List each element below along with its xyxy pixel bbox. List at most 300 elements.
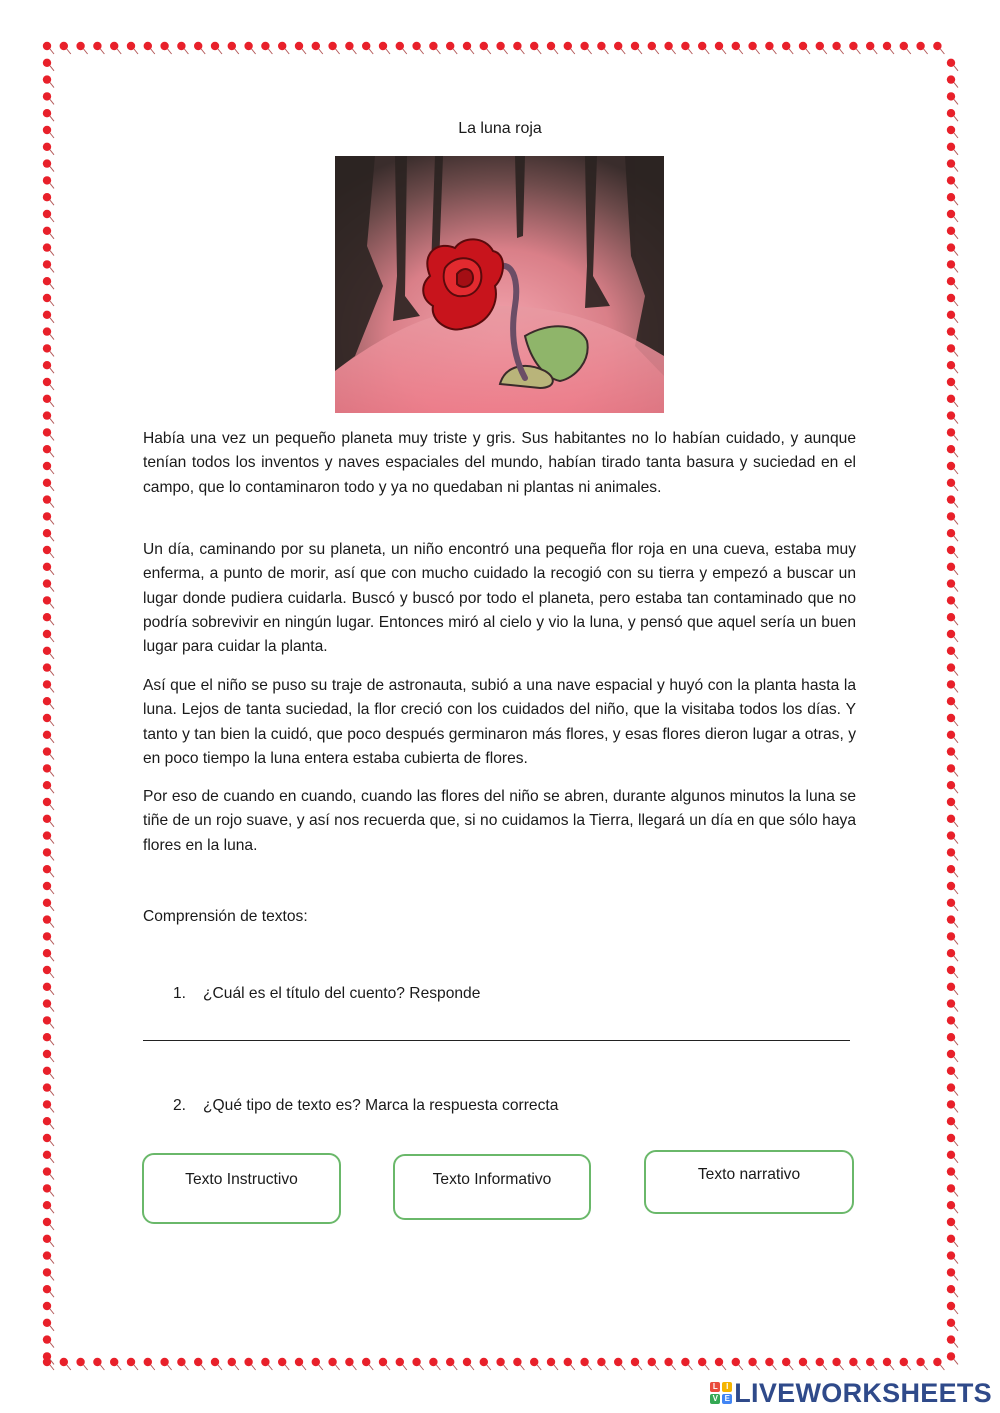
- border-dot: [429, 1358, 437, 1366]
- border-dot: [43, 714, 51, 722]
- border-dot-tail: [954, 1275, 958, 1280]
- border-dot: [43, 781, 51, 789]
- border-dot: [947, 899, 955, 907]
- border-dot: [345, 1358, 353, 1366]
- border-dot-tail: [940, 1365, 944, 1370]
- border-dot-tail: [50, 1124, 54, 1129]
- border-dot-tail: [954, 99, 958, 104]
- border-dot: [799, 42, 807, 50]
- border-dot-tail: [50, 587, 54, 592]
- border-dot: [446, 42, 454, 50]
- border-dot-tail: [954, 1259, 958, 1264]
- border-dot: [496, 1358, 504, 1366]
- border-dot: [947, 1050, 955, 1058]
- border-dot-tail: [67, 1365, 71, 1370]
- border-dot-tail: [954, 704, 958, 709]
- border-dot: [43, 1033, 51, 1041]
- border-dot: [43, 143, 51, 151]
- badge-letter: I: [722, 1382, 732, 1392]
- border-dot-tail: [954, 788, 958, 793]
- border-dot: [43, 294, 51, 302]
- border-dot: [43, 731, 51, 739]
- border-dot: [412, 1358, 420, 1366]
- border-dot-tail: [588, 1365, 592, 1370]
- border-dot: [614, 1358, 622, 1366]
- border-dot: [43, 1268, 51, 1276]
- border-dot: [43, 227, 51, 235]
- border-dot: [947, 512, 955, 520]
- border-dot-tail: [50, 251, 54, 256]
- border-dot: [43, 176, 51, 184]
- border-dot-tail: [954, 1225, 958, 1230]
- border-dot: [947, 395, 955, 403]
- border-dot: [947, 798, 955, 806]
- border-dot: [160, 1358, 168, 1366]
- border-dot: [648, 1358, 656, 1366]
- border-dot-tail: [772, 49, 776, 54]
- border-dot: [947, 193, 955, 201]
- border-dot: [947, 59, 955, 67]
- border-dot-tail: [954, 755, 958, 760]
- border-dot: [947, 243, 955, 251]
- border-dot: [580, 1358, 588, 1366]
- border-dot: [43, 344, 51, 352]
- border-dot: [947, 1268, 955, 1276]
- border-dot-tail: [50, 771, 54, 776]
- border-dot: [43, 159, 51, 167]
- border-dot-tail: [50, 906, 54, 911]
- border-dot: [947, 663, 955, 671]
- border-dot: [43, 680, 51, 688]
- border-dot-tail: [50, 1191, 54, 1196]
- border-dot: [947, 579, 955, 587]
- border-dot-tail: [50, 939, 54, 944]
- border-dot: [947, 848, 955, 856]
- border-dot-tail: [50, 385, 54, 390]
- liveworksheets-badge-icon: [710, 1382, 732, 1404]
- border-dot: [580, 42, 588, 50]
- border-dot-tail: [954, 435, 958, 440]
- border-dot: [947, 966, 955, 974]
- border-dot-tail: [638, 1365, 642, 1370]
- border-dot: [947, 344, 955, 352]
- border-dot-tail: [954, 183, 958, 188]
- border-dot-tail: [50, 1107, 54, 1112]
- border-dot: [412, 42, 420, 50]
- border-dot-tail: [50, 1208, 54, 1213]
- border-dot-tail: [268, 49, 272, 54]
- border-dot: [816, 42, 824, 50]
- border-dot: [564, 1358, 572, 1366]
- border-dot-tail: [436, 49, 440, 54]
- border-dot-tail: [50, 654, 54, 659]
- comprehension-heading: Comprensión de textos:: [143, 908, 308, 925]
- border-dot-tail: [50, 721, 54, 726]
- border-dot-tail: [50, 217, 54, 222]
- border-dot-tail: [688, 1365, 692, 1370]
- border-dot: [43, 75, 51, 83]
- border-dot: [43, 1083, 51, 1091]
- border-dot-tail: [856, 49, 860, 54]
- border-dot: [947, 260, 955, 268]
- story-paragraph: Por eso de cuando en cuando, cuando las flores del niño se abren, durante algunos minutos la luna se tiñe de un rojo suave, y así nos recuerda que, si no cuidamos la Tierra, llegará un día en que sólo haya flores en la luna.: [143, 788, 856, 854]
- border-dot: [947, 529, 955, 537]
- border-dot: [748, 42, 756, 50]
- border-dot-tail: [954, 721, 958, 726]
- border-dot-tail: [954, 805, 958, 810]
- border-dot: [43, 831, 51, 839]
- border-dot: [160, 42, 168, 50]
- border-dot: [43, 915, 51, 923]
- border-dot-tail: [50, 1365, 54, 1370]
- border-dot-tail: [954, 301, 958, 306]
- border-dot: [43, 1358, 51, 1366]
- border-dot-tail: [954, 620, 958, 625]
- border-dot-tail: [672, 1365, 676, 1370]
- border-dot: [43, 1134, 51, 1142]
- border-dot: [43, 428, 51, 436]
- answer-line[interactable]: [143, 1040, 850, 1041]
- border-dot: [715, 1358, 723, 1366]
- story-paragraph: Un día, caminando por su planeta, un niño encontró una pequeña flor roja en una cueva, estaba muy enferma, a punto de morir, así que con mucho cuidado la recogió con su tierra y empezó a buscar un lugar donde pudiera cuidarla. Buscó y buscó por todo el planeta, pero estaba tan contaminado que no podría sobrevivir en ningún lugar. Entonces miró al cielo y vio la luna, y pensó que aquel sería un buen lugar para cuidar la planta.: [143, 541, 856, 656]
- border-dot: [463, 42, 471, 50]
- border-dot: [530, 42, 538, 50]
- border-dot-tail: [50, 234, 54, 239]
- border-dot-tail: [470, 49, 474, 54]
- border-dot: [480, 1358, 488, 1366]
- border-dot: [43, 983, 51, 991]
- border-dot: [947, 1335, 955, 1343]
- border-dot-tail: [954, 385, 958, 390]
- border-dot-tail: [184, 1365, 188, 1370]
- border-dot-tail: [100, 49, 104, 54]
- border-dot-tail: [954, 167, 958, 172]
- border-dot: [947, 1134, 955, 1142]
- border-dot-tail: [907, 49, 911, 54]
- border-dot: [947, 764, 955, 772]
- border-dot-tail: [954, 536, 958, 541]
- border-dot-tail: [50, 973, 54, 978]
- border-dot-tail: [50, 284, 54, 289]
- border-dot: [799, 1358, 807, 1366]
- border-dot-tail: [50, 200, 54, 205]
- border-dot: [278, 1358, 286, 1366]
- border-dot: [43, 596, 51, 604]
- border-dot-tail: [954, 1040, 958, 1045]
- border-dot-tail: [520, 49, 524, 54]
- border-dot: [947, 1251, 955, 1259]
- border-dot-tail: [100, 1365, 104, 1370]
- border-dot-tail: [954, 587, 958, 592]
- border-dot-tail: [954, 1343, 958, 1348]
- option-texto-instructivo[interactable]: Texto Instructivo: [142, 1153, 341, 1224]
- border-dot: [933, 1358, 941, 1366]
- border-dot: [631, 1358, 639, 1366]
- border-dot-tail: [50, 1309, 54, 1314]
- border-dot: [43, 663, 51, 671]
- border-dot: [43, 1218, 51, 1226]
- border-dot-tail: [537, 1365, 541, 1370]
- border-dot: [564, 42, 572, 50]
- border-dot: [144, 1358, 152, 1366]
- border-dot: [312, 42, 320, 50]
- border-dot-tail: [50, 1359, 54, 1364]
- question-2: [173, 1097, 558, 1115]
- border-dot-tail: [789, 49, 793, 54]
- border-dot-tail: [954, 1023, 958, 1028]
- border-dot: [715, 42, 723, 50]
- border-dot-tail: [50, 1259, 54, 1264]
- border-dot-tail: [954, 267, 958, 272]
- border-dot: [947, 630, 955, 638]
- border-dot-tail: [954, 1091, 958, 1096]
- border-dot: [43, 613, 51, 621]
- border-dot: [93, 42, 101, 50]
- border-dot: [496, 42, 504, 50]
- border-dot: [43, 848, 51, 856]
- border-dot-tail: [954, 284, 958, 289]
- border-dot-tail: [537, 49, 541, 54]
- border-dot-tail: [604, 1365, 608, 1370]
- border-dot: [947, 1184, 955, 1192]
- border-dot: [866, 1358, 874, 1366]
- border-dot-tail: [954, 1057, 958, 1062]
- border-dot: [244, 42, 252, 50]
- border-dot: [947, 445, 955, 453]
- border-dot: [547, 1358, 555, 1366]
- border-dot-tail: [50, 486, 54, 491]
- border-dot: [900, 1358, 908, 1366]
- border-dot-tail: [50, 49, 54, 54]
- border-dot-tail: [954, 1191, 958, 1196]
- border-dot-tail: [520, 1365, 524, 1370]
- question-1: [173, 985, 480, 1003]
- border-dot: [43, 815, 51, 823]
- border-dot-tail: [856, 1365, 860, 1370]
- border-dot-tail: [50, 889, 54, 894]
- border-dot-tail: [50, 872, 54, 877]
- border-dot: [127, 1358, 135, 1366]
- border-dot-tail: [924, 1365, 928, 1370]
- border-dot: [43, 311, 51, 319]
- border-dot-tail: [705, 49, 709, 54]
- border-dot-tail: [117, 1365, 121, 1370]
- border-dot-tail: [252, 1365, 256, 1370]
- border-dot-tail: [151, 49, 155, 54]
- border-dot-tail: [873, 1365, 877, 1370]
- border-dot-tail: [50, 419, 54, 424]
- border-dot-tail: [50, 335, 54, 340]
- border-dot: [947, 1302, 955, 1310]
- border-dot-tail: [50, 923, 54, 928]
- border-dot-tail: [554, 1365, 558, 1370]
- question-text: ¿Qué tipo de texto es? Marca la respuesta correcta: [203, 1097, 559, 1114]
- border-dot: [513, 42, 521, 50]
- border-dot-tail: [50, 553, 54, 558]
- border-dot-tail: [954, 66, 958, 71]
- border-dot: [947, 495, 955, 503]
- border-dot: [947, 932, 955, 940]
- border-dot: [194, 42, 202, 50]
- border-dot-tail: [688, 49, 692, 54]
- border-dot-tail: [873, 49, 877, 54]
- border-dot-tail: [50, 519, 54, 524]
- story-paragraph: Había una vez un pequeño planeta muy triste y gris. Sus habitantes no lo habían cuidado, y aunque tenían todos los inventos y naves espaciales del mundo, habían tirado tanta basura y suciedad en el campo, que lo contaminaron todo y ya no quedaban ni plantas ni animales.: [143, 430, 856, 496]
- border-dot: [681, 1358, 689, 1366]
- border-dot: [782, 1358, 790, 1366]
- border-dot-tail: [67, 49, 71, 54]
- border-dot: [664, 1358, 672, 1366]
- border-dot: [43, 1016, 51, 1024]
- border-dot: [947, 75, 955, 83]
- border-dot-tail: [924, 49, 928, 54]
- border-dot-tail: [756, 1365, 760, 1370]
- border-dot-tail: [352, 49, 356, 54]
- border-dot: [362, 42, 370, 50]
- border-dot-tail: [50, 99, 54, 104]
- border-dot-tail: [954, 234, 958, 239]
- border-dot: [748, 1358, 756, 1366]
- border-dot-tail: [369, 49, 373, 54]
- border-dot-tail: [50, 1023, 54, 1028]
- border-dot: [631, 42, 639, 50]
- border-dot: [597, 42, 605, 50]
- border-dot: [947, 1100, 955, 1108]
- border-dot: [396, 1358, 404, 1366]
- border-dot-tail: [739, 1365, 743, 1370]
- border-dot: [261, 42, 269, 50]
- border-dot: [947, 781, 955, 789]
- border-dot: [947, 479, 955, 487]
- badge-letter: L: [710, 1382, 720, 1392]
- border-dot-tail: [954, 822, 958, 827]
- border-dot-tail: [302, 49, 306, 54]
- border-dot: [947, 92, 955, 100]
- border-dot: [43, 1335, 51, 1343]
- border-dot-tail: [453, 1365, 457, 1370]
- border-dot: [43, 479, 51, 487]
- border-dot-tail: [319, 49, 323, 54]
- border-dot-tail: [386, 1365, 390, 1370]
- border-dot: [43, 1235, 51, 1243]
- border-dot: [947, 546, 955, 554]
- border-dot-tail: [134, 49, 138, 54]
- border-dot-tail: [954, 923, 958, 928]
- border-dot-tail: [487, 1365, 491, 1370]
- border-dot-tail: [954, 83, 958, 88]
- border-dot-tail: [151, 1365, 155, 1370]
- border-dot-tail: [954, 973, 958, 978]
- border-dot-tail: [954, 839, 958, 844]
- border-dot-tail: [954, 335, 958, 340]
- border-dot: [947, 210, 955, 218]
- border-dot: [947, 1285, 955, 1293]
- border-dot: [947, 361, 955, 369]
- border-dot-tail: [954, 872, 958, 877]
- border-dot-tail: [252, 49, 256, 54]
- badge-letter: V: [710, 1394, 720, 1404]
- option-texto-informativo[interactable]: Texto Informativo: [393, 1154, 591, 1220]
- question-text: ¿Cuál es el título del cuento? Responde: [203, 985, 481, 1002]
- border-dot-tail: [50, 805, 54, 810]
- border-dot: [947, 1235, 955, 1243]
- border-dot-tail: [954, 671, 958, 676]
- border-dot-tail: [50, 1275, 54, 1280]
- border-dot: [43, 1319, 51, 1327]
- border-dot: [43, 260, 51, 268]
- border-dot-tail: [420, 49, 424, 54]
- border-dot-tail: [352, 1365, 356, 1370]
- border-dot: [261, 1358, 269, 1366]
- border-dot: [947, 563, 955, 571]
- border-dot: [43, 546, 51, 554]
- border-dot-tail: [722, 1365, 726, 1370]
- border-dot: [530, 1358, 538, 1366]
- border-dot: [664, 42, 672, 50]
- border-dot: [362, 1358, 370, 1366]
- border-dot-tail: [50, 66, 54, 71]
- border-dot: [328, 42, 336, 50]
- border-dot-tail: [50, 603, 54, 608]
- option-texto-narrativo[interactable]: Texto narrativo: [644, 1150, 854, 1214]
- border-dot: [295, 1358, 303, 1366]
- border-dot: [43, 1167, 51, 1175]
- border-dot: [947, 865, 955, 873]
- border-dot-tail: [235, 49, 239, 54]
- border-dot-tail: [50, 1175, 54, 1180]
- border-dot-tail: [954, 1141, 958, 1146]
- border-dot-tail: [655, 49, 659, 54]
- border-dot-tail: [50, 167, 54, 172]
- border-dot-tail: [50, 855, 54, 860]
- border-dot-tail: [890, 49, 894, 54]
- border-dot-tail: [954, 889, 958, 894]
- border-dot-tail: [386, 49, 390, 54]
- border-dot: [947, 1167, 955, 1175]
- border-dot: [43, 1251, 51, 1259]
- border-dot: [43, 999, 51, 1007]
- border-dot-tail: [84, 49, 88, 54]
- border-dot-tail: [403, 49, 407, 54]
- border-dot-tail: [50, 318, 54, 323]
- border-dot: [43, 1067, 51, 1075]
- border-dot: [947, 915, 955, 923]
- border-dot: [43, 411, 51, 419]
- border-dot-tail: [954, 956, 958, 961]
- border-dot: [211, 42, 219, 50]
- border-dot-tail: [954, 1158, 958, 1163]
- border-dot-tail: [954, 318, 958, 323]
- border-dot: [597, 1358, 605, 1366]
- border-dot: [947, 1319, 955, 1327]
- border-dot-tail: [218, 1365, 222, 1370]
- border-dot: [947, 1117, 955, 1125]
- border-dot: [43, 1184, 51, 1192]
- border-dot: [43, 445, 51, 453]
- border-dot: [228, 1358, 236, 1366]
- border-dot-tail: [954, 486, 958, 491]
- border-dot: [947, 109, 955, 117]
- border-dot: [849, 1358, 857, 1366]
- border-dot: [947, 1151, 955, 1159]
- border-dot-tail: [954, 1242, 958, 1247]
- border-dot: [43, 327, 51, 335]
- border-dot: [947, 327, 955, 335]
- border-dot: [177, 42, 185, 50]
- border-dot-tail: [907, 1365, 911, 1370]
- border-dot-tail: [336, 1365, 340, 1370]
- border-dot-tail: [50, 402, 54, 407]
